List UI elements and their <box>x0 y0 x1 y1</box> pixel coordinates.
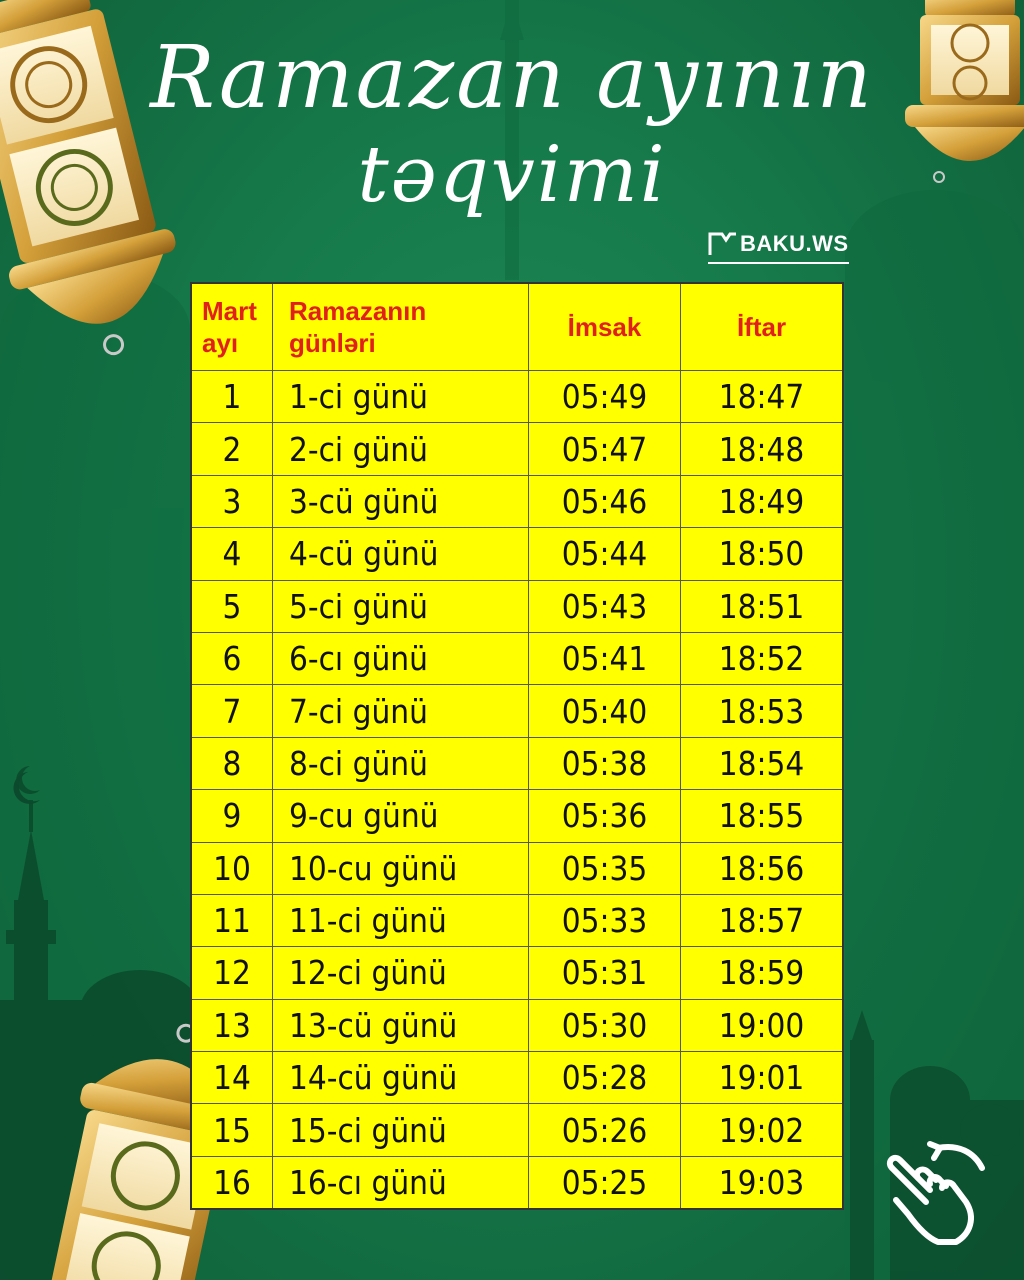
cell-iftar-time: 19:01 <box>680 1052 842 1103</box>
cell-imsak-time: 05:36 <box>528 790 680 841</box>
cell-ramadan-day: 9-cu günü <box>272 790 528 841</box>
cell-imsak-time: 05:41 <box>528 633 680 684</box>
cell-iftar-time: 19:00 <box>680 1000 842 1051</box>
page-title-line-2: təqvimi <box>357 130 667 220</box>
column-header-march-day <box>192 284 272 370</box>
cell-ramadan-day: 2-ci günü <box>272 423 528 474</box>
column-header-iftar: İftar <box>680 284 842 370</box>
brand-logo-icon <box>708 231 738 257</box>
cell-imsak-time: 05:40 <box>528 685 680 736</box>
cell-imsak-time: 05:31 <box>528 947 680 998</box>
table-row <box>192 632 842 684</box>
cell-imsak-time: 05:35 <box>528 843 680 894</box>
page-title-line-1: Ramazan ayının <box>150 28 874 128</box>
cell-imsak-time: 05:43 <box>528 581 680 632</box>
column-header-march-day-line-2: ayı <box>202 328 239 358</box>
cell-march-day: 2 <box>222 429 242 469</box>
cell-march-day: 14 <box>213 1058 251 1098</box>
column-header-march-day-line-1: Mart <box>202 296 257 326</box>
cell-march-day: 16 <box>213 1163 251 1203</box>
cell-imsak-time: 05:47 <box>528 423 680 474</box>
table-row <box>192 1103 842 1155</box>
cell-imsak-time: 05:25 <box>528 1157 680 1208</box>
brand-logo <box>708 228 849 264</box>
cell-imsak-time: 05:38 <box>528 738 680 789</box>
table-row <box>192 370 842 422</box>
table-row <box>192 684 842 736</box>
cell-ramadan-day: 5-ci günü <box>272 581 528 632</box>
cell-iftar-time: 18:52 <box>680 633 842 684</box>
cell-iftar-time: 18:49 <box>680 476 842 527</box>
cell-march-day: 7 <box>222 691 242 731</box>
table-row <box>192 1051 842 1103</box>
cell-iftar-time: 18:55 <box>680 790 842 841</box>
table-row <box>192 789 842 841</box>
cell-ramadan-day: 7-ci günü <box>272 685 528 736</box>
cell-ramadan-day: 16-cı günü <box>272 1157 528 1208</box>
cell-ramadan-day: 3-cü günü <box>272 476 528 527</box>
cell-iftar-time: 18:56 <box>680 843 842 894</box>
cell-imsak-time: 05:26 <box>528 1104 680 1155</box>
cell-ramadan-day: 15-ci günü <box>272 1104 528 1155</box>
table-row <box>192 475 842 527</box>
table-row <box>192 1156 842 1208</box>
table-row <box>192 580 842 632</box>
table-row <box>192 737 842 789</box>
cell-march-day: 12 <box>213 953 251 993</box>
cell-march-day: 13 <box>213 1005 251 1045</box>
cell-iftar-time: 18:54 <box>680 738 842 789</box>
ramadan-calendar-table <box>190 282 844 1210</box>
cell-iftar-time: 18:53 <box>680 685 842 736</box>
column-header-ramadan-day-line-2: günləri <box>289 328 376 358</box>
cell-march-day: 5 <box>222 586 242 626</box>
cell-imsak-time: 05:46 <box>528 476 680 527</box>
cell-iftar-time: 18:51 <box>680 581 842 632</box>
cell-march-day: 3 <box>222 481 242 521</box>
cell-iftar-time: 18:59 <box>680 947 842 998</box>
table-row <box>192 894 842 946</box>
cell-march-day: 6 <box>222 639 242 679</box>
cell-iftar-time: 19:02 <box>680 1104 842 1155</box>
cell-imsak-time: 05:33 <box>528 895 680 946</box>
column-header-ramadan-day <box>272 284 528 370</box>
cell-ramadan-day: 11-ci günü <box>272 895 528 946</box>
cell-ramadan-day: 8-ci günü <box>272 738 528 789</box>
table-row <box>192 946 842 998</box>
cell-imsak-time: 05:44 <box>528 528 680 579</box>
table-row <box>192 422 842 474</box>
cell-march-day: 4 <box>222 534 242 574</box>
cell-march-day: 11 <box>213 901 251 941</box>
cell-march-day: 10 <box>213 848 251 888</box>
cell-ramadan-day: 12-ci günü <box>272 947 528 998</box>
table-body <box>192 370 842 1208</box>
cell-ramadan-day: 6-cı günü <box>272 633 528 684</box>
cell-iftar-time: 18:50 <box>680 528 842 579</box>
cell-imsak-time: 05:30 <box>528 1000 680 1051</box>
column-header-ramadan-day-line-1: Ramazanın <box>289 296 427 326</box>
cell-imsak-time: 05:49 <box>528 371 680 422</box>
cell-march-day: 8 <box>222 743 242 783</box>
table-row <box>192 842 842 894</box>
cell-ramadan-day: 1-ci günü <box>272 371 528 422</box>
column-header-imsak: İmsak <box>528 284 680 370</box>
table-row <box>192 527 842 579</box>
cell-ramadan-day: 4-cü günü <box>272 528 528 579</box>
brand-name: BAKU.WS <box>740 231 849 256</box>
cell-ramadan-day: 10-cu günü <box>272 843 528 894</box>
table-row <box>192 999 842 1051</box>
cell-march-day: 15 <box>213 1110 251 1150</box>
swipe-hand-icon <box>878 1138 994 1248</box>
cell-ramadan-day: 14-cü günü <box>272 1052 528 1103</box>
cell-march-day: 9 <box>222 796 242 836</box>
cell-iftar-time: 19:03 <box>680 1157 842 1208</box>
cell-march-day: 1 <box>222 377 242 417</box>
cell-iftar-time: 18:47 <box>680 371 842 422</box>
table-header-row <box>192 284 842 370</box>
cell-iftar-time: 18:48 <box>680 423 842 474</box>
cell-ramadan-day: 13-cü günü <box>272 1000 528 1051</box>
cell-iftar-time: 18:57 <box>680 895 842 946</box>
cell-imsak-time: 05:28 <box>528 1052 680 1103</box>
